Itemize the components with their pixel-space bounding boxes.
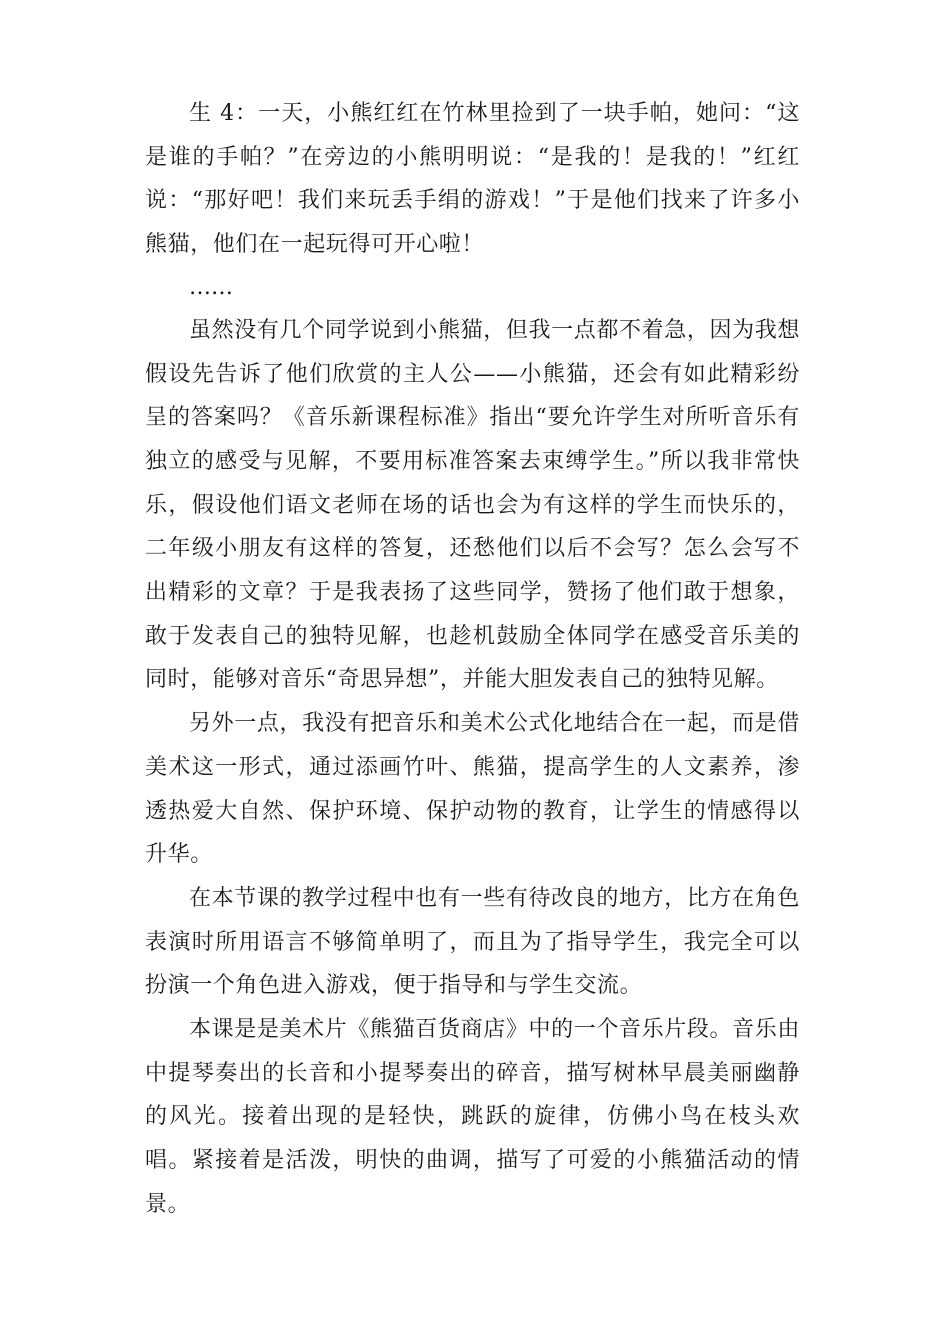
paragraph-reflection: 虽然没有几个同学说到小熊猫，但我一点都不着急，因为我想假设先告诉了他们欣赏的主人公——小熊猫，还会有如此精彩纷呈的答案吗？《音乐新课程标准》指出“要允许学生对所听音乐有独立的感受与见解，不要用标准答案去束缚学生。”所以我非常快乐，假设他们语文老师在场的话也会为有这样的学生而快乐的，二年级小朋友有这样的答复，还愁他们以后不会写？怎么会写不出精彩的文章？于是我表扬了这些同学，赞扬了他们敢于想象，敢于发表自己的独特见解，也趁机鼓励全体同学在感受音乐美的同时，能够对音乐“奇思异想”，并能大胆发表自己的独特见解。 (145, 317, 800, 693)
paragraph-improvements: 在本节课的教学过程中也有一些有待改良的地方，比方在角色表演时所用语言不够简单明了，而且为了指导学生，我完全可以扮演一个角色进入游戏，便于指导和与学生交流。 (145, 885, 800, 999)
paragraph-music-description: 本课是是美术片《熊猫百货商店》中的一个音乐片段。音乐由中提琴奏出的长音和小提琴奏出的碎音，描写树林早晨美丽幽静的风光。接着出现的是轻快，跳跃的旋律，仿佛小鸟在枝头欢唱。紧接着是活泼，明快的曲调，描写了可爱的小熊猫活动的情景。 (145, 1017, 800, 1217)
document-body (145, 92, 800, 1227)
ellipsis-line: …… (189, 274, 233, 300)
paragraph-student-4: 生 4：一天，小熊红红在竹林里捡到了一块手帕，她问：“这是谁的手帕？”在旁边的小熊明明说：“是我的！是我的！”红红说：“那好吧！我们来玩丢手绢的游戏！”于是他们找来了许多小熊猫，他们在一起玩得可开心啦！ (145, 101, 800, 258)
paragraph-art-integration: 另外一点，我没有把音乐和美术公式化地结合在一起，而是借美术这一形式，通过添画竹叶、熊猫，提高学生的人文素养，渗透热爱大自然、保护环境、保护动物的教育，让学生的情感得以升华。 (145, 711, 800, 868)
